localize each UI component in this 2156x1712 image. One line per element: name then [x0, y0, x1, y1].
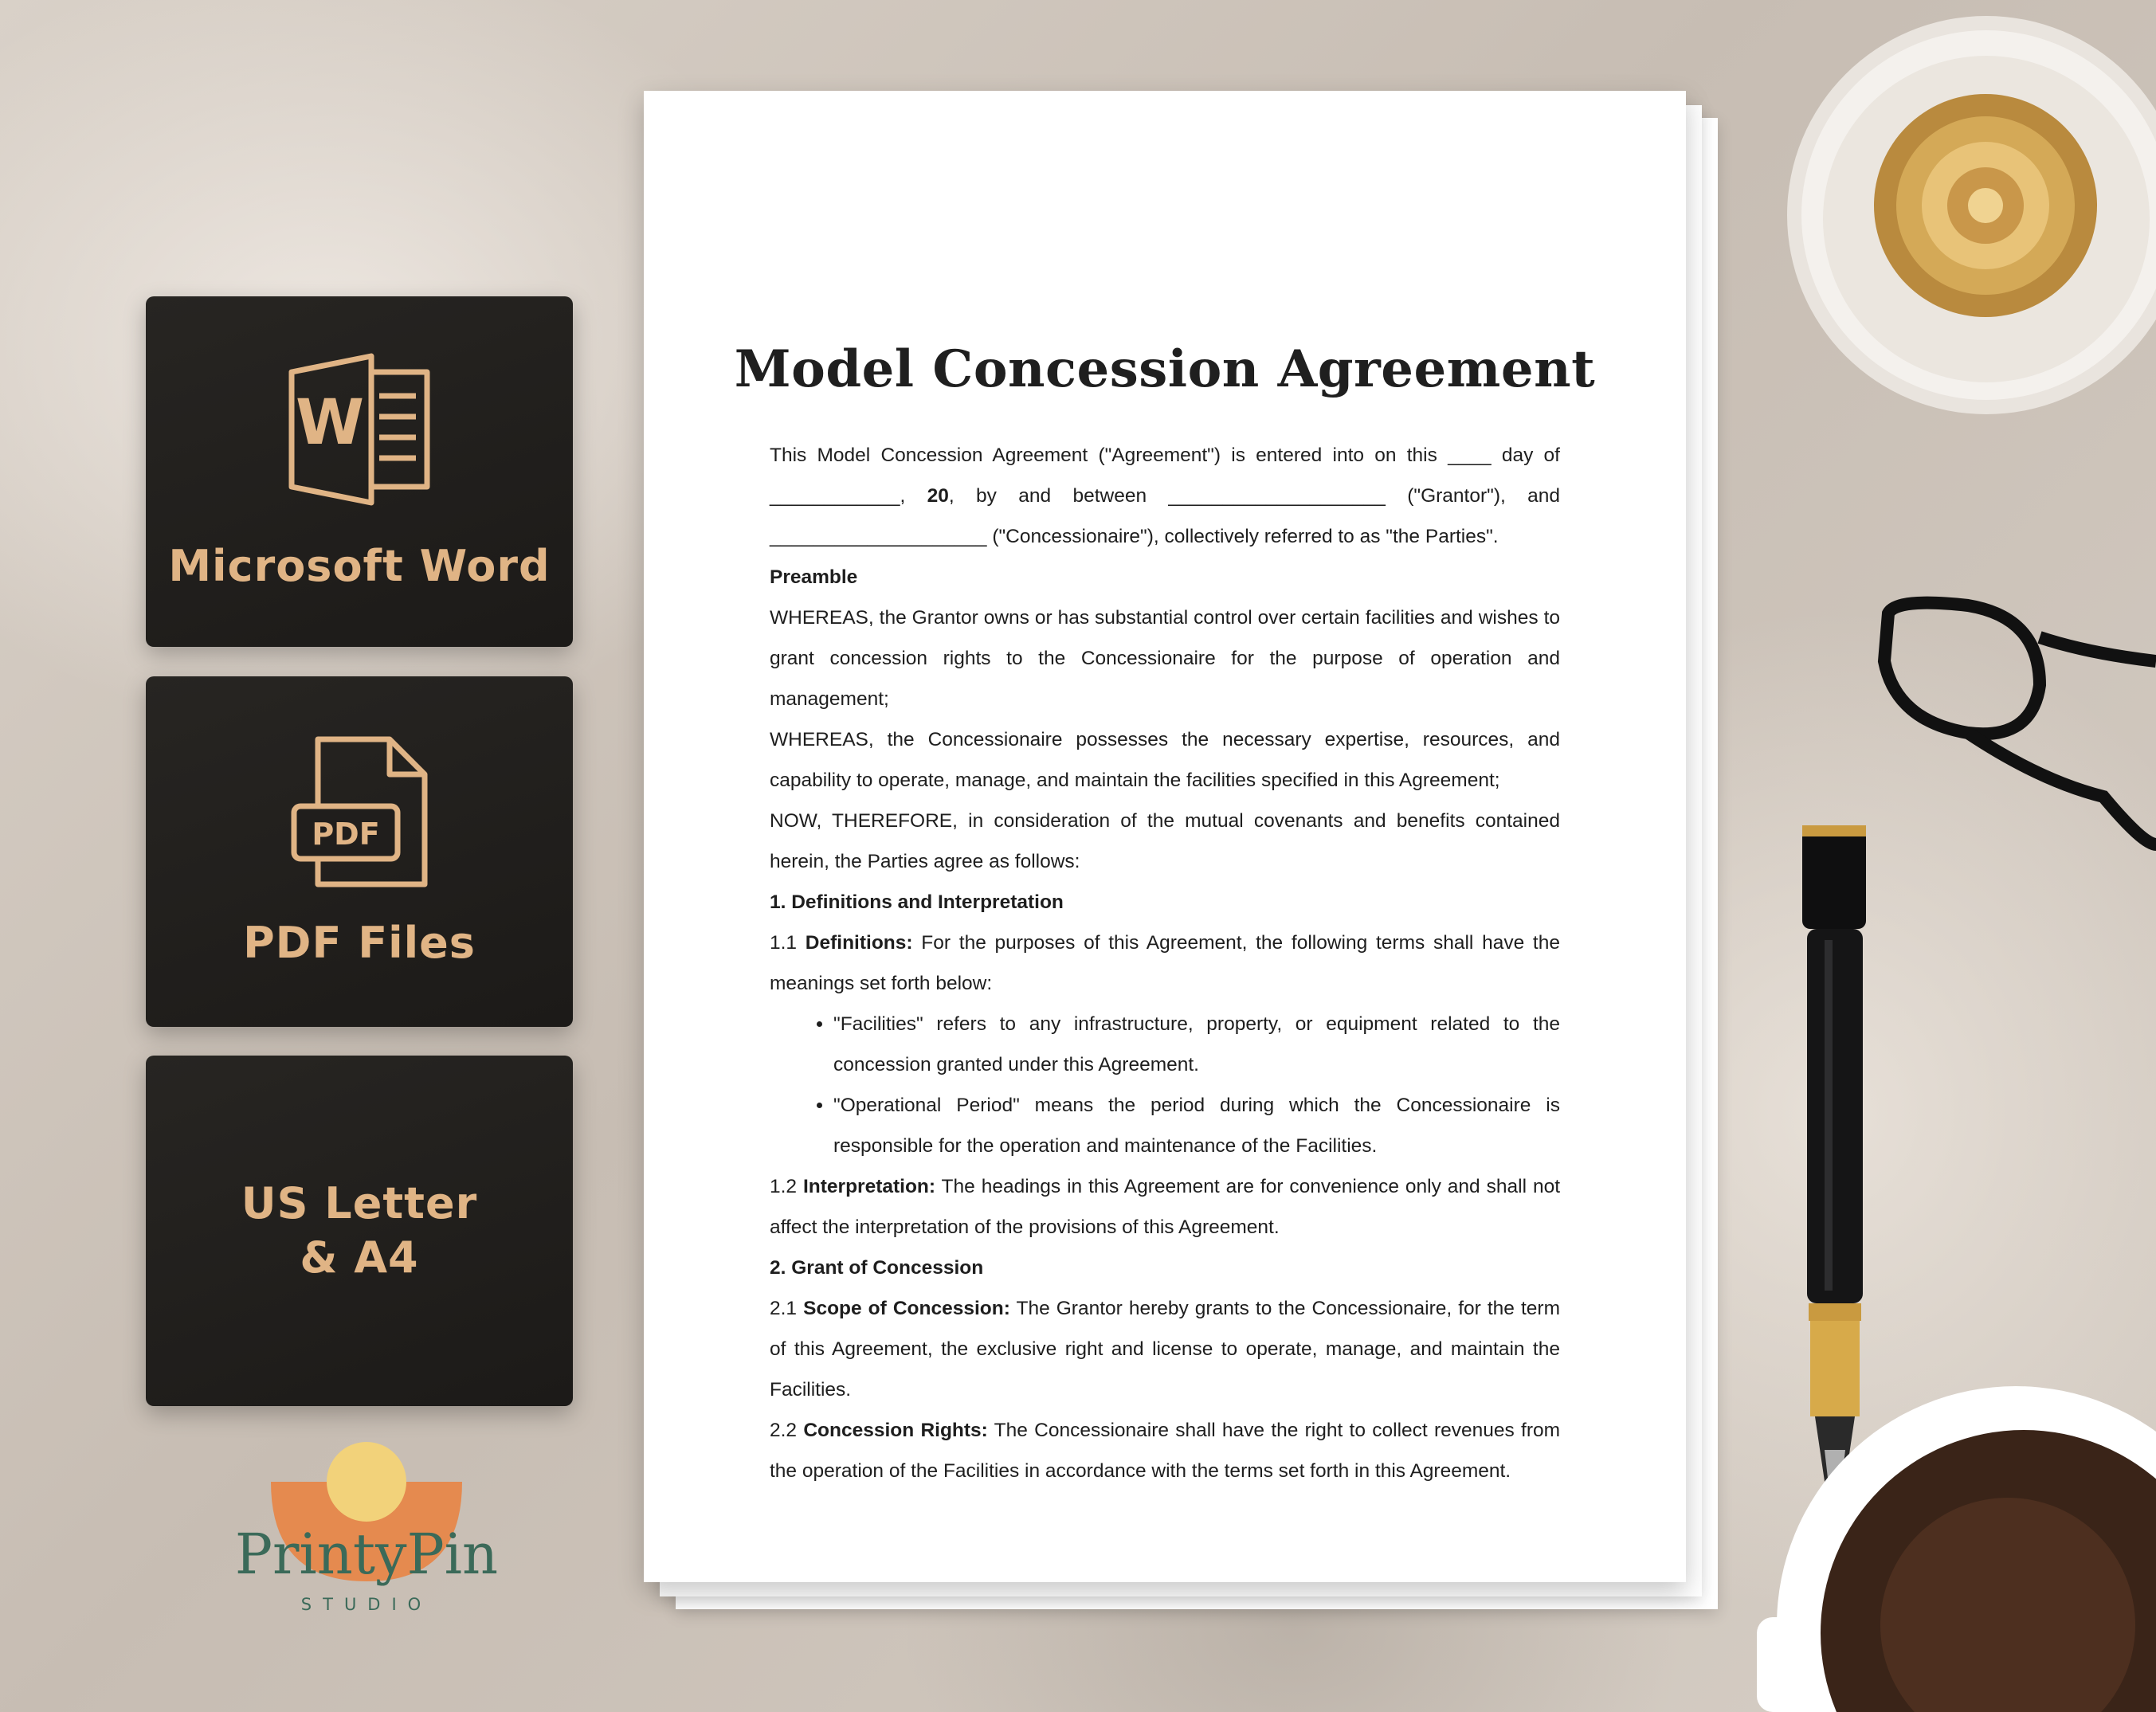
clause-2-1-text: The Grantor hereby grants to the Concessionaire, for the term of this Agreement, the exclusive right and license to operate, manage, and maintain the Facilities. — [770, 1298, 1560, 1401]
definitions-list — [770, 1004, 1560, 1166]
intro-paragraph — [770, 435, 1560, 557]
clause-1-1 — [770, 923, 1560, 1004]
clause-1-1-label: Definitions: — [805, 932, 913, 954]
intro-year: 20 — [927, 485, 949, 507]
word-icon — [284, 350, 435, 509]
badge-label-size-line2: & A4 — [300, 1232, 419, 1283]
pdf-file-icon — [288, 733, 431, 892]
clause-2-1-label: Scope of Concession: — [803, 1298, 1010, 1319]
clause-2-2-label: Concession Rights: — [803, 1420, 988, 1441]
clause-2-2-text: The Concessionaire shall have the right to collect revenues from the operation of the Facilities in accordance with the terms set forth in this Agreement. — [770, 1420, 1561, 1482]
printypin-logo — [231, 1442, 502, 1625]
clause-2-1-number: 2.1 — [770, 1298, 798, 1319]
definition-item: • "Operational Period" means the period during which the Concessionaire is responsible for the operation and maintenance of the Facilities. — [833, 1085, 1560, 1166]
document-body — [770, 435, 1560, 1491]
whereas-paragraph-2: WHEREAS, the Concessionaire possesses the necessary expertise, resources, and capability to operate, manage, and maintain the facilities specified in this Agreement; — [770, 729, 1560, 791]
coffee-cup — [1757, 1386, 2156, 1712]
clause-1-2-number: 1.2 — [770, 1176, 798, 1197]
clause-2-1 — [770, 1288, 1560, 1410]
badge-label-size-line1: US Letter — [241, 1178, 478, 1228]
clause-1-1-number: 1.1 — [770, 932, 798, 954]
pdf-files-badge — [146, 676, 573, 1027]
badge-label-word: Microsoft Word — [168, 541, 551, 591]
eyeglasses — [1884, 603, 2156, 844]
definition-item: • "Facilities" refers to any infrastructure, property, or equipment related to the concession granted under this Agreement. — [833, 1004, 1560, 1085]
intro-text-2: , by and between ____________________ ("Grantor"), and ____________________ ("Concessionaire"), collectively referred to as "the Parties". — [770, 485, 1561, 547]
intro-text-1: This Model Concession Agreement ("Agreement") is entered into on this ____ day of ____________, — [770, 445, 1560, 507]
svg-text:W: W — [295, 387, 365, 459]
clause-1-1-text: For the purposes of this Agreement, the following terms shall have the meanings set forth below: — [770, 932, 1560, 994]
section-1-heading: 1. Definitions and Interpretation — [770, 891, 1064, 913]
section-2-heading: 2. Grant of Concession — [770, 1257, 984, 1279]
pdf-icon-text: PDF — [312, 817, 380, 852]
fountain-pen — [1802, 825, 1866, 1542]
paper-size-badge — [146, 1056, 573, 1406]
clause-1-2 — [770, 1166, 1560, 1248]
badge-label-pdf: PDF Files — [243, 918, 476, 968]
clause-2-2-number: 2.2 — [770, 1420, 798, 1441]
preamble-heading: Preamble — [770, 566, 858, 588]
document-page — [644, 91, 1686, 1582]
microsoft-word-badge — [146, 296, 573, 647]
clause-1-2-label: Interpretation: — [803, 1176, 936, 1197]
gold-flower — [1874, 94, 2097, 317]
now-therefore-paragraph: NOW, THEREFORE, in consideration of the mutual covenants and benefits contained herein, the Parties agree as follows: — [770, 810, 1560, 872]
clause-1-2-text: The headings in this Agreement are for convenience only and shall not affect the interpretation of the provisions of this Agreement. — [770, 1176, 1560, 1238]
clause-2-2 — [770, 1410, 1560, 1491]
logo-name: PrintyPin — [234, 1522, 499, 1587]
document-title: Model Concession Agreement — [734, 339, 1596, 399]
whereas-paragraph-1: WHEREAS, the Grantor owns or has substantial control over certain facilities and wishes to grant concession rights to the Concessionaire for the purpose of operation and management; — [770, 607, 1560, 710]
logo-subtitle: STUDIO — [300, 1595, 433, 1614]
